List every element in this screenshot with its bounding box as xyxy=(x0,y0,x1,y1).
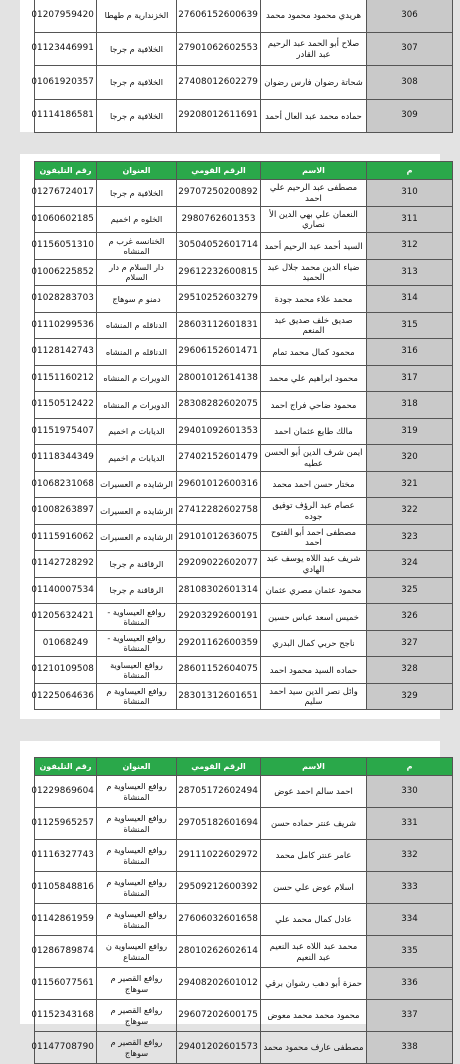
header-phone: رقم التليفون xyxy=(35,162,97,180)
records-table-2 xyxy=(31,161,453,710)
table-row xyxy=(35,604,453,631)
table-row xyxy=(35,286,453,313)
cell-address: الرشايده م العسيرات xyxy=(97,524,177,551)
table-row xyxy=(35,498,453,525)
table-row xyxy=(35,1032,453,1064)
cell-phone: 01156051310 xyxy=(35,233,97,260)
table-row xyxy=(35,657,453,684)
cell-phone: 01105848816 xyxy=(35,872,97,904)
header-national-id: الرقم القومي xyxy=(177,758,261,776)
cell-name: شريف عبد اللاه يوسف عبد الهادي xyxy=(261,551,367,578)
cell-address: الدويرات م المنشاه xyxy=(97,392,177,419)
cell-address: الرشايده م العسيرات xyxy=(97,471,177,498)
cell-national-id: 29401202601573 xyxy=(177,1032,261,1064)
cell-name: عادل كمال محمد علي xyxy=(261,904,367,936)
cell-name: وائل نصر الدين سيد احمد سليم xyxy=(261,683,367,710)
cell-phone: 01151975407 xyxy=(35,418,97,445)
cell-phone: 01110299536 xyxy=(35,312,97,339)
cell-national-id: 29509212600392 xyxy=(177,872,261,904)
cell-phone: 01150512422 xyxy=(35,392,97,419)
cell-name: السيد أحمد عبد الرحيم أحمد xyxy=(261,233,367,260)
table-row xyxy=(35,808,453,840)
cell-name: محمد عبد اللاه عبد النعيم عبد النعيم xyxy=(261,936,367,968)
cell-phone: 01125965257 xyxy=(35,808,97,840)
cell-national-id: 29707250200892 xyxy=(177,180,261,207)
cell-name: مصطفى عبد الرحيم علي احمد xyxy=(261,180,367,207)
cell-m: 332 xyxy=(367,840,453,872)
cell-m: 308 xyxy=(367,66,453,100)
cell-phone: 01229869604 xyxy=(35,776,97,808)
cell-m: 319 xyxy=(367,418,453,445)
cell-national-id: 29408202601012 xyxy=(177,968,261,1000)
cell-m: 312 xyxy=(367,233,453,260)
table-row xyxy=(35,99,453,133)
header-m: م xyxy=(367,758,453,776)
cell-phone: 01006225852 xyxy=(35,259,97,286)
cell-name: حمزة أبو دهب رشوان برقي xyxy=(261,968,367,1000)
cell-address: روافع العيساوية م المنشاة xyxy=(97,904,177,936)
cell-national-id: 28308282602075 xyxy=(177,392,261,419)
cell-address: روافع القصير م سوهاج xyxy=(97,1032,177,1064)
cell-name: مصطفى عارف محمود محمد xyxy=(261,1032,367,1064)
table-row xyxy=(35,339,453,366)
table-row xyxy=(35,365,453,392)
table-row xyxy=(35,32,453,66)
cell-name: محمود محمد محمد معوض xyxy=(261,1000,367,1032)
cell-address: روافع العيساوية م المنشاة xyxy=(97,776,177,808)
cell-address: الخزندارية م طهطا xyxy=(97,0,177,32)
page-1 xyxy=(20,0,440,132)
table-row xyxy=(35,206,453,233)
cell-phone: 01210109508 xyxy=(35,657,97,684)
cell-national-id: 28603112601831 xyxy=(177,312,261,339)
cell-national-id: 28301312601651 xyxy=(177,683,261,710)
cell-address: روافع العيساوية - المنشاة xyxy=(97,630,177,657)
header-name: الاسم xyxy=(261,758,367,776)
cell-national-id: 29208012611691 xyxy=(177,99,261,133)
cell-name: محمود ضاحي فراج احمد xyxy=(261,392,367,419)
header-address: العنوان xyxy=(97,758,177,776)
cell-name: محمود ابراهيم علي محمد xyxy=(261,365,367,392)
cell-m: 315 xyxy=(367,312,453,339)
cell-m: 318 xyxy=(367,392,453,419)
table-row xyxy=(35,312,453,339)
cell-name: احمد سالم احمد عوض xyxy=(261,776,367,808)
table-row xyxy=(35,776,453,808)
header-phone: رقم التليفون xyxy=(35,758,97,776)
cell-phone: 01286789874 xyxy=(35,936,97,968)
cell-m: 329 xyxy=(367,683,453,710)
cell-m: 314 xyxy=(367,286,453,313)
table-row xyxy=(35,233,453,260)
cell-name: محمد علاء محمد جودة xyxy=(261,286,367,313)
table-header-row xyxy=(35,758,453,776)
cell-phone: 01068249 xyxy=(35,630,97,657)
cell-name: محمود كمال محمد تمام xyxy=(261,339,367,366)
cell-phone: 01061920357 xyxy=(35,66,97,100)
cell-phone: 01147708790 xyxy=(35,1032,97,1064)
cell-phone: 01156077561 xyxy=(35,968,97,1000)
cell-national-id: 29209022602077 xyxy=(177,551,261,578)
cell-name: حماده السيد محمود احمد xyxy=(261,657,367,684)
cell-address: الرقاقنة م جرجا xyxy=(97,551,177,578)
cell-phone: 01116327743 xyxy=(35,840,97,872)
cell-phone: 01028283703 xyxy=(35,286,97,313)
table-row xyxy=(35,936,453,968)
cell-address: الديابات م اخميم xyxy=(97,445,177,472)
cell-m: 307 xyxy=(367,32,453,66)
table-row xyxy=(35,524,453,551)
cell-m: 334 xyxy=(367,904,453,936)
cell-phone: 01142861959 xyxy=(35,904,97,936)
cell-m: 324 xyxy=(367,551,453,578)
table-row xyxy=(35,872,453,904)
table-row xyxy=(35,1000,453,1032)
cell-name: عامر عنتر كامل محمد xyxy=(261,840,367,872)
table-row xyxy=(35,471,453,498)
table-row xyxy=(35,392,453,419)
cell-name: صلاح أبو الحمد عبد الرحيم عبد القادر xyxy=(261,32,367,66)
cell-address: روافع القصير م سوهاج xyxy=(97,1000,177,1032)
cell-address: الخلافية م جرجا xyxy=(97,66,177,100)
cell-national-id: 29203292600191 xyxy=(177,604,261,631)
cell-national-id: 29510252603279 xyxy=(177,286,261,313)
cell-address: دمنو م سوهاج xyxy=(97,286,177,313)
cell-national-id: 29101012636075 xyxy=(177,524,261,551)
cell-phone: 01151160212 xyxy=(35,365,97,392)
cell-name: مصطفى احمد أبو الفتوح احمد xyxy=(261,524,367,551)
cell-phone: 01060602185 xyxy=(35,206,97,233)
cell-address: روافع العيساوية المنشاة xyxy=(97,657,177,684)
cell-m: 333 xyxy=(367,872,453,904)
cell-national-id: 29601012600316 xyxy=(177,471,261,498)
cell-m: 310 xyxy=(367,180,453,207)
cell-national-id: 29201162600359 xyxy=(177,630,261,657)
cell-phone: 01115916062 xyxy=(35,524,97,551)
cell-national-id: 28705172602494 xyxy=(177,776,261,808)
cell-name: مختار حسن احمد محمد xyxy=(261,471,367,498)
cell-address: الخلوه م اخميم xyxy=(97,206,177,233)
cell-name: النعمان علي بهي الدين الأ نصاري xyxy=(261,206,367,233)
cell-phone: 01008263897 xyxy=(35,498,97,525)
table-row xyxy=(35,0,453,32)
cell-m: 336 xyxy=(367,968,453,1000)
cell-m: 335 xyxy=(367,936,453,968)
cell-m: 323 xyxy=(367,524,453,551)
records-table-3 xyxy=(31,757,453,1064)
cell-address: الخلافية م جرجا xyxy=(97,32,177,66)
cell-national-id: 29612232600815 xyxy=(177,259,261,286)
cell-phone: 01225064636 xyxy=(35,683,97,710)
cell-address: روافع العيساوية ن المنشاع xyxy=(97,936,177,968)
cell-m: 331 xyxy=(367,808,453,840)
cell-national-id: 29606152601471 xyxy=(177,339,261,366)
table-row xyxy=(35,66,453,100)
cell-phone: 01068231068 xyxy=(35,471,97,498)
cell-address: الرقاقنة م جرجا xyxy=(97,577,177,604)
cell-m: 322 xyxy=(367,498,453,525)
cell-m: 311 xyxy=(367,206,453,233)
cell-national-id: 27606032601658 xyxy=(177,904,261,936)
cell-m: 306 xyxy=(367,0,453,32)
cell-name: اسلام عوض علي حسن xyxy=(261,872,367,904)
cell-national-id: 30504052601714 xyxy=(177,233,261,260)
cell-address: الدناقله م المنشاه xyxy=(97,339,177,366)
cell-m: 320 xyxy=(367,445,453,472)
header-m: م xyxy=(367,162,453,180)
cell-phone: 01276724017 xyxy=(35,180,97,207)
cell-address: الديابات م اخميم xyxy=(97,418,177,445)
header-national-id: الرقم القومي xyxy=(177,162,261,180)
cell-name: هريدي محمود محمود محمد xyxy=(261,0,367,32)
cell-address: الرشايده م العسيرات xyxy=(97,498,177,525)
cell-name: صديق خلف صديق عبد المنعم xyxy=(261,312,367,339)
records-table-1 xyxy=(31,0,453,133)
page-2 xyxy=(20,154,440,719)
cell-national-id: 28601152604075 xyxy=(177,657,261,684)
cell-m: 330 xyxy=(367,776,453,808)
cell-address: الخلافية م جرجا xyxy=(97,99,177,133)
table-row xyxy=(35,840,453,872)
cell-address: الخنانسه غرب م المنشاه xyxy=(97,233,177,260)
cell-national-id: 27402152601479 xyxy=(177,445,261,472)
table-row xyxy=(35,577,453,604)
cell-phone: 01128142743 xyxy=(35,339,97,366)
cell-national-id: 2980762601353 xyxy=(177,206,261,233)
cell-name: عصام عبد الرؤف توفيق جوده xyxy=(261,498,367,525)
cell-m: 328 xyxy=(367,657,453,684)
cell-m: 326 xyxy=(367,604,453,631)
cell-address: الخلافية م جرجا xyxy=(97,180,177,207)
cell-m: 317 xyxy=(367,365,453,392)
cell-address: روافع العيساوية م المنشاة xyxy=(97,840,177,872)
cell-address: روافع العيساوية م المنشاة xyxy=(97,683,177,710)
table-row xyxy=(35,630,453,657)
cell-address: دار السلام م دار السلام xyxy=(97,259,177,286)
cell-national-id: 27412282602758 xyxy=(177,498,261,525)
cell-phone: 01140007534 xyxy=(35,577,97,604)
cell-m: 325 xyxy=(367,577,453,604)
cell-address: روافع العيساوية - المنشاة xyxy=(97,604,177,631)
header-name: الاسم xyxy=(261,162,367,180)
cell-phone: 01207959420 xyxy=(35,0,97,32)
cell-address: روافع العيساوية م المنشاة xyxy=(97,808,177,840)
cell-name: محمود عثمان مصري عثمان xyxy=(261,577,367,604)
cell-m: 313 xyxy=(367,259,453,286)
table-row xyxy=(35,445,453,472)
cell-national-id: 29111022602972 xyxy=(177,840,261,872)
cell-address: الدناقله م المنشاه xyxy=(97,312,177,339)
cell-national-id: 27606152600639 xyxy=(177,0,261,32)
cell-name: حماده محمد عبد العال أحمد xyxy=(261,99,367,133)
cell-m: 316 xyxy=(367,339,453,366)
cell-m: 338 xyxy=(367,1032,453,1064)
header-address: العنوان xyxy=(97,162,177,180)
cell-national-id: 28108302601314 xyxy=(177,577,261,604)
table-row xyxy=(35,968,453,1000)
cell-phone: 01142728292 xyxy=(35,551,97,578)
cell-m: 321 xyxy=(367,471,453,498)
cell-name: ناجح حربي كمال البدري xyxy=(261,630,367,657)
cell-name: ضياء الدين محمد جلال عبد الحميد xyxy=(261,259,367,286)
cell-national-id: 29401092601353 xyxy=(177,418,261,445)
page-3 xyxy=(20,741,440,1058)
cell-m: 327 xyxy=(367,630,453,657)
table-row xyxy=(35,418,453,445)
cell-address: روافع العيساوية م المنشاة xyxy=(97,872,177,904)
cell-m: 309 xyxy=(367,99,453,133)
cell-phone: 01152343168 xyxy=(35,1000,97,1032)
cell-phone: 01118344349 xyxy=(35,445,97,472)
cell-name: شريف عنتر حماده حسن xyxy=(261,808,367,840)
cell-national-id: 28001012614138 xyxy=(177,365,261,392)
cell-national-id: 29607202600175 xyxy=(177,1000,261,1032)
table-row xyxy=(35,904,453,936)
table-row xyxy=(35,551,453,578)
cell-phone: 01123446991 xyxy=(35,32,97,66)
cell-name: خميس اسعد عباس حسين xyxy=(261,604,367,631)
cell-name: ايمن شرف الدين أبو الحسن عطيه xyxy=(261,445,367,472)
cell-national-id: 27408012602279 xyxy=(177,66,261,100)
table-row xyxy=(35,683,453,710)
cell-national-id: 29705182601694 xyxy=(177,808,261,840)
cell-phone: 01205632421 xyxy=(35,604,97,631)
cell-national-id: 28010262602614 xyxy=(177,936,261,968)
table-header-row xyxy=(35,162,453,180)
cell-name: شحاتة رضوان فارس رضوان xyxy=(261,66,367,100)
table-row xyxy=(35,180,453,207)
cell-address: الدويرات م المنشاه xyxy=(97,365,177,392)
cell-address: روافع القصير م سوهاج xyxy=(97,968,177,1000)
cell-phone: 01114186581 xyxy=(35,99,97,133)
cell-name: مالك طايع عثمان احمد xyxy=(261,418,367,445)
table-row xyxy=(35,259,453,286)
cell-m: 337 xyxy=(367,1000,453,1032)
cell-national-id: 27901062602553 xyxy=(177,32,261,66)
